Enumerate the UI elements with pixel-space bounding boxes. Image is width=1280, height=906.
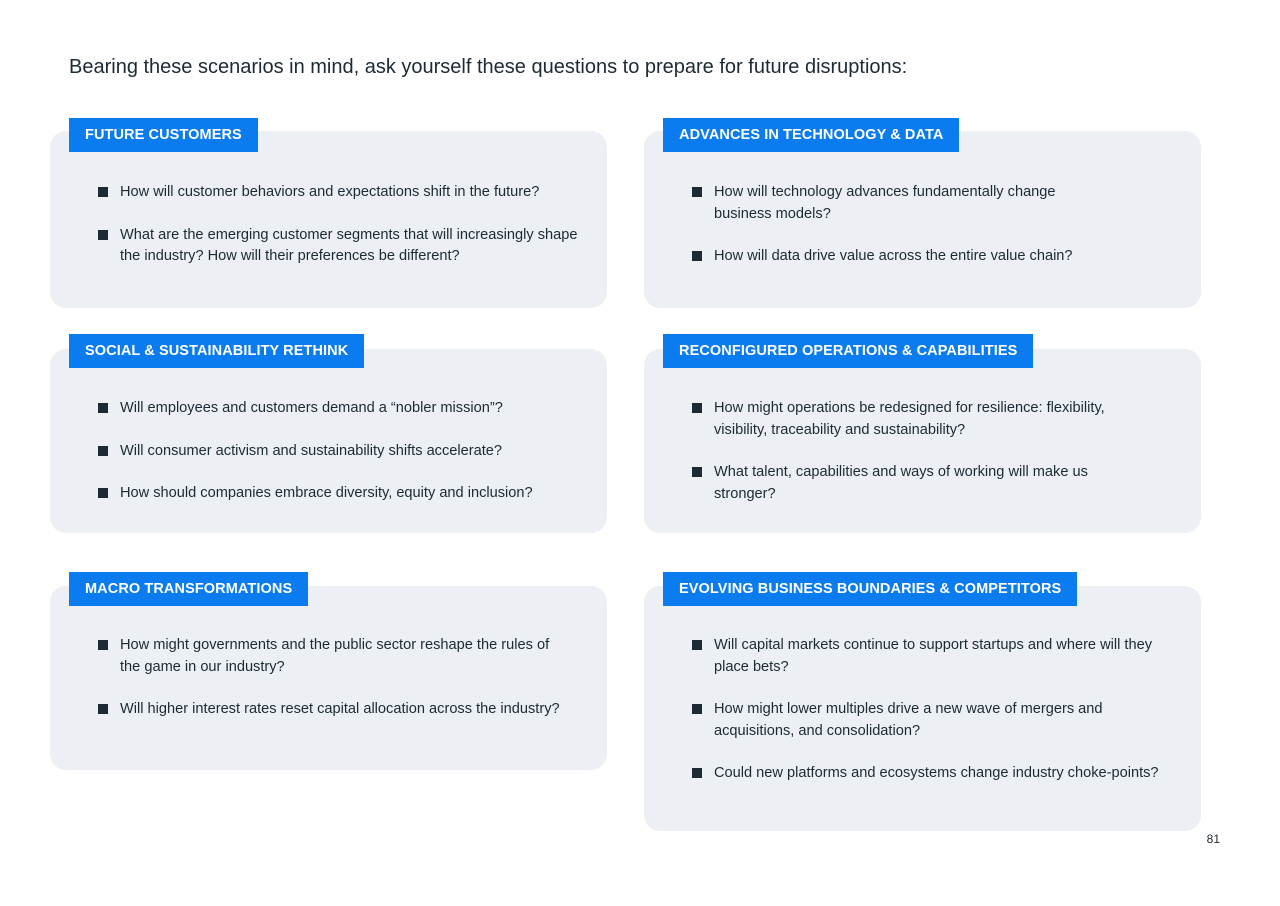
page-number: 81 bbox=[1206, 832, 1220, 846]
card-title: ADVANCES IN TECHNOLOGY & DATA bbox=[663, 118, 959, 152]
card-title: MACRO TRANSFORMATIONS bbox=[69, 572, 308, 606]
question-item: What are the emerging customer segments that will increasingly shape the industry? How will their preferences be different? bbox=[98, 225, 578, 268]
question-item: How will data drive value across the entire value chain? bbox=[692, 246, 1092, 268]
question-list bbox=[98, 398, 578, 526]
question-item: Will employees and customers demand a “nobler mission”? bbox=[98, 398, 578, 420]
question-item: How might operations be redesigned for resilience: flexibility, visibility, traceability and sustainability? bbox=[692, 398, 1152, 441]
question-item: How will technology advances fundamentally change business models? bbox=[692, 182, 1092, 225]
card-title: SOCIAL & SUSTAINABILITY RETHINK bbox=[69, 334, 364, 368]
question-list bbox=[692, 182, 1092, 289]
question-item: How will customer behaviors and expectations shift in the future? bbox=[98, 182, 578, 204]
question-list bbox=[692, 635, 1162, 806]
question-list bbox=[692, 398, 1152, 526]
page-intro: Bearing these scenarios in mind, ask yourself these questions to prepare for future disruptions: bbox=[69, 56, 908, 78]
question-list bbox=[98, 182, 578, 289]
question-item: Will higher interest rates reset capital allocation across the industry? bbox=[98, 699, 573, 721]
question-item: What talent, capabilities and ways of working will make us stronger? bbox=[692, 462, 1152, 505]
card-title: FUTURE CUSTOMERS bbox=[69, 118, 258, 152]
question-item: How should companies embrace diversity, equity and inclusion? bbox=[98, 483, 578, 505]
question-item: How might governments and the public sector reshape the rules of the game in our industry? bbox=[98, 635, 573, 678]
question-item: Will capital markets continue to support startups and where will they place bets? bbox=[692, 635, 1162, 678]
question-item: Could new platforms and ecosystems change industry choke-points? bbox=[692, 763, 1162, 785]
card-title: EVOLVING BUSINESS BOUNDARIES & COMPETITORS bbox=[663, 572, 1077, 606]
question-list bbox=[98, 635, 573, 742]
question-item: Will consumer activism and sustainability shifts accelerate? bbox=[98, 441, 578, 463]
card-title: RECONFIGURED OPERATIONS & CAPABILITIES bbox=[663, 334, 1033, 368]
question-item: How might lower multiples drive a new wave of mergers and acquisitions, and consolidation? bbox=[692, 699, 1162, 742]
